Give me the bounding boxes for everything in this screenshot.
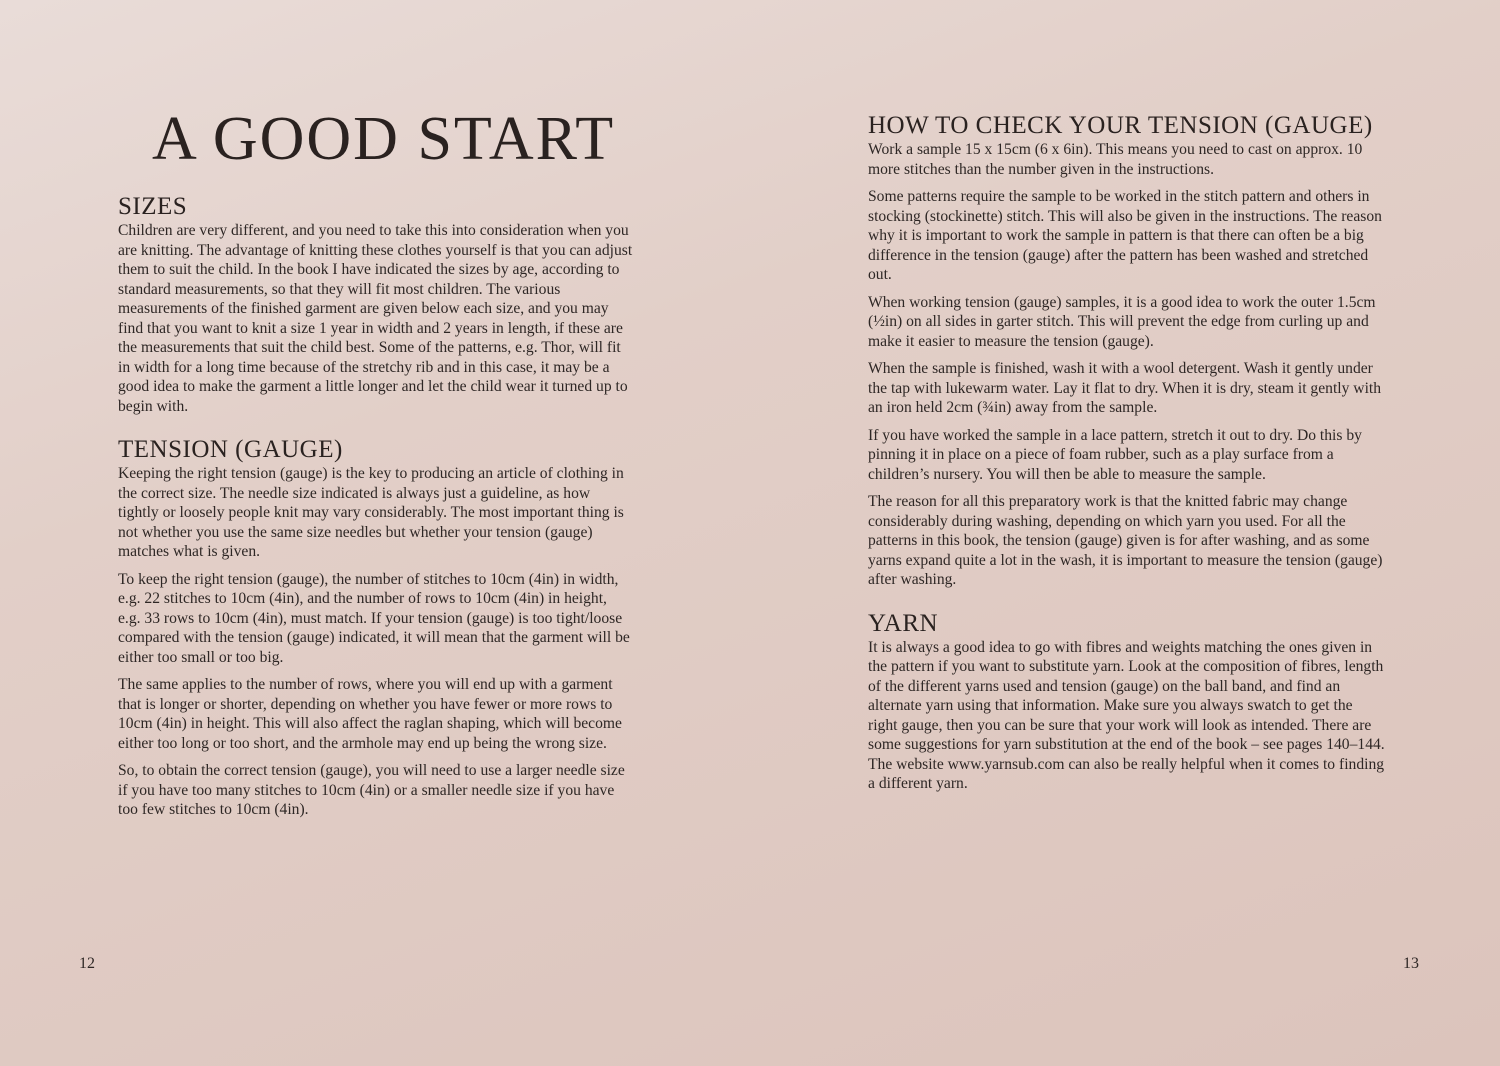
paragraph: So, to obtain the correct tension (gauge), you will need to use a larger needle size if you have too many stitches to 10cm (4in) or a smaller needle size if you have too few stitches to 10cm (4in). xyxy=(118,762,625,818)
section-heading: SIZES xyxy=(118,193,188,220)
page-title: A GOOD START xyxy=(152,105,616,173)
right-page xyxy=(868,112,1385,814)
page-number-right: 13 xyxy=(1403,955,1419,972)
section-heading: TENSION (GAUGE) xyxy=(118,436,343,463)
section-tension xyxy=(118,436,633,820)
paragraph: The same applies to the number of rows, where you will end up with a garment that is longer or shorter, depending on whether you have fewer or more rows to 10cm (4in) in height. This will also affect the raglan shaping, which will become either too long or too short, and the armhole may end up being the wrong size. xyxy=(118,676,622,752)
paragraph: If you have worked the sample in a lace pattern, stretch it out to dry. Do this by pinning it in place on a piece of foam rubber, such as a play surface from a children’s nursery. You will then be able to measure the sample. xyxy=(868,426,1362,483)
section-heading: YARN xyxy=(868,609,939,637)
left-page xyxy=(118,105,633,840)
paragraph: Some patterns require the sample to be worked in the stitch pattern and others in stocking (stockinette) stitch. This will also be given in the instructions. The reason why it is important to work the sample in pattern is that there can often be a big difference in the tension (gauge) after the pattern has been washed and stretched out. xyxy=(868,188,1382,283)
paragraph: To keep the right tension (gauge), the number of stitches to 10cm (4in) in width, e.g. 22 stitches to 10cm (4in), and the number of rows to 10cm (4in) in height, e.g. 33 rows to 10cm (4in), must match. If your tension (gauge) is too tight/loose compared with the tension (gauge) indicated, it will mean that the garment will be either too small or too big. xyxy=(118,570,630,666)
paragraph: Keeping the right tension (gauge) is the key to producing an article of clothing in the correct size. The needle size indicated is always just a guideline, as how tightly or loosely people knit may vary considerably. The most important thing is not whether you use the same size needles but whether your tension (gauge) matches what is given. xyxy=(118,465,624,560)
section-heading: HOW TO CHECK YOUR TENSION (GAUGE) xyxy=(868,112,1373,139)
section-sizes xyxy=(118,193,633,416)
paragraph: Children are very different, and you need to take this into consideration when you are knitting. The advantage of knitting these clothes yourself is that you can adjust them to suit the child. In the book I have indicated the sizes by age, according to standard measurements, so that they will fit most children. The various measurements of the finished garment are given below each size, and you may find that you want to knit a size 1 year in width and 2 years in length, if these are the measurements that suit the child best. Some of the patterns, e.g. Thor, will fit in width for a long time because of the stretchy rib and in this case, it may be a good idea to make the garment a little longer and let the child wear it turned up to begin with. xyxy=(118,222,633,415)
page-number-left: 12 xyxy=(79,955,95,972)
paragraph: When the sample is finished, wash it with a wool detergent. Wash it gently under the tap with lukewarm water. Lay it flat to dry. When it is dry, steam it gently with an iron held 2cm (¾in) away from the sample. xyxy=(868,360,1382,416)
paragraph: When working tension (gauge) samples, it is a good idea to work the outer 1.5cm (½in) on all sides in garter stitch. This will prevent the edge from curling up and make it easier to measure the tension (gauge). xyxy=(868,293,1376,350)
paragraph: Work a sample 15 x 15cm (6 x 6in). This means you need to cast on approx. 10 more stitches than the number given in the instructions. xyxy=(868,141,1363,178)
paragraph: It is always a good idea to go with fibres and weights matching the ones given in the pattern if you want to substitute yarn. Look at the composition of fibres, length of the different yarns used and tension (gauge) on the ball band, and find an alternate yarn using that information. Make sure you always swatch to get the right gauge, then you can be sure that your work will look as intended. There are some suggestions for yarn substitution at the end of the book – see pages 140–144. The website www.yarnsub.com can also be really helpful when it comes to finding a different yarn. xyxy=(868,638,1385,792)
paragraph: The reason for all this preparatory work is that the knitted fabric may change considerably during washing, depending on which yarn you used. For all the patterns in this book, the tension (gauge) given is for after washing, and as some yarns expand quite a lot in the wash, it is important to measure the tension (gauge) after washing. xyxy=(868,493,1383,588)
section-yarn xyxy=(868,610,1385,794)
section-check-tension xyxy=(868,112,1385,590)
